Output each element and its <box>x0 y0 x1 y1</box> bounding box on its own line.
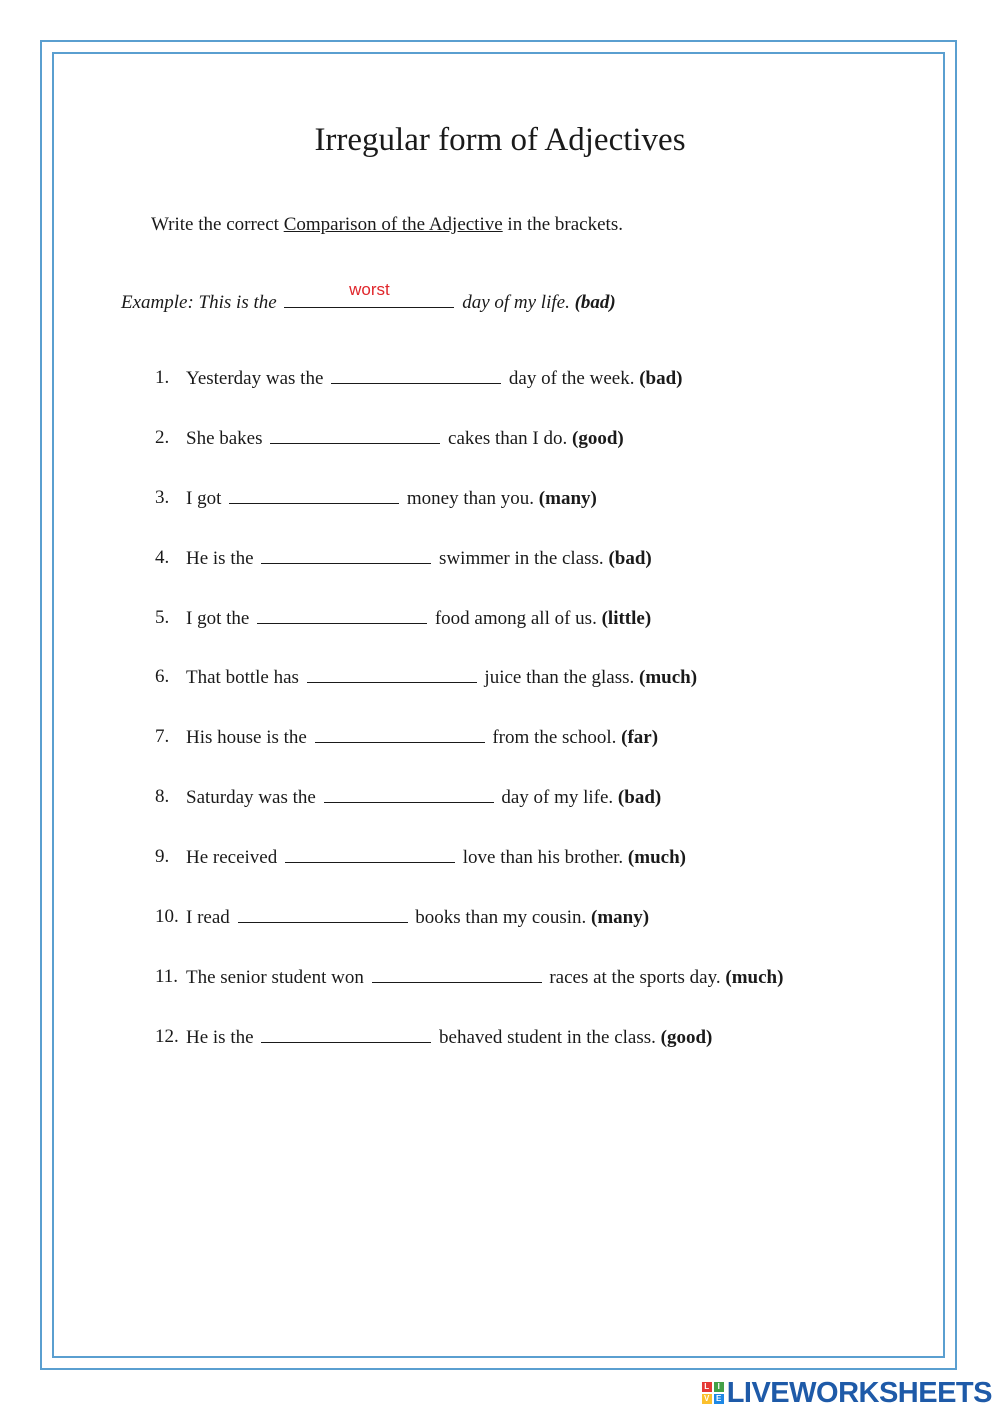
question-item <box>155 545 783 605</box>
question-text <box>186 904 649 964</box>
question-number: 11. <box>155 965 179 987</box>
question-before: Saturday was the <box>186 787 316 809</box>
question-number: 4. <box>155 546 170 568</box>
question-number: 6. <box>155 666 170 688</box>
question-number: 10. <box>155 906 179 928</box>
question-hint: (much) <box>639 667 698 689</box>
question-item <box>155 664 783 724</box>
question-number: 7. <box>155 726 170 748</box>
question-text <box>186 964 783 1024</box>
question-hint: (far) <box>621 727 659 749</box>
answer-blank[interactable] <box>307 664 477 683</box>
question-item <box>155 724 783 784</box>
question-after: day of my life. <box>501 787 614 809</box>
question-after: money than you. <box>406 487 535 509</box>
question-after: races at the sports day. <box>549 966 721 988</box>
question-hint: (bad) <box>617 787 662 809</box>
question-after: cakes than I do. <box>448 427 568 449</box>
logo-mark-square: E <box>714 1394 724 1404</box>
instruction-underlined: Comparison of the Adjective <box>283 214 503 235</box>
question-before: He received <box>186 847 278 869</box>
logo-text: LIVEWORKSHEETS <box>726 1376 992 1409</box>
question-hint: (many) <box>538 487 597 509</box>
question-before: He is the <box>186 1026 254 1048</box>
question-after: swimmer in the class. <box>439 547 604 569</box>
question-number: 12. <box>155 1025 179 1047</box>
worksheet-title: Irregular form of Adjectives <box>314 122 686 158</box>
question-text <box>186 844 686 904</box>
question-item <box>155 605 783 665</box>
answer-blank[interactable] <box>270 425 440 444</box>
question-number: 5. <box>155 606 170 628</box>
question-before: His house is the <box>186 727 307 749</box>
question-text <box>186 485 597 545</box>
question-number: 2. <box>155 426 170 448</box>
logo-mark-icon <box>702 1382 724 1404</box>
question-after: love than his brother. <box>462 847 624 869</box>
question-list <box>155 365 783 1084</box>
instruction-after: in the brackets. <box>502 214 623 235</box>
question-before: I read <box>186 907 230 929</box>
question-before: The senior student won <box>186 966 364 988</box>
answer-blank[interactable] <box>261 1024 431 1043</box>
question-text <box>186 365 683 425</box>
question-number: 8. <box>155 786 170 808</box>
example-after: day of my life. <box>457 292 575 313</box>
question-number: 1. <box>155 367 170 388</box>
answer-blank[interactable] <box>261 545 431 564</box>
question-text <box>186 1024 712 1084</box>
instruction-before: Write the correct <box>151 214 284 235</box>
logo-mark-square: L <box>702 1382 712 1392</box>
question-after: books than my cousin. <box>415 907 587 929</box>
answer-blank[interactable] <box>324 784 494 803</box>
question-before: I got <box>186 487 222 509</box>
answer-blank[interactable] <box>331 365 501 384</box>
example-answer: worst <box>349 280 390 299</box>
question-before: She bakes <box>186 427 263 449</box>
answer-blank[interactable] <box>285 844 455 863</box>
question-hint: (much) <box>725 966 784 988</box>
question-after: from the school. <box>492 727 617 749</box>
question-after: day of the week. <box>508 368 635 389</box>
example-line <box>121 280 616 316</box>
liveworksheets-logo <box>702 1376 992 1410</box>
question-item <box>155 784 783 844</box>
question-number: 3. <box>155 486 170 508</box>
question-hint: (bad) <box>639 368 683 389</box>
answer-blank[interactable] <box>372 964 542 983</box>
answer-blank[interactable] <box>315 724 485 743</box>
question-text <box>186 724 658 784</box>
question-text <box>186 664 697 724</box>
question-text <box>186 605 651 665</box>
question-before: That bottle has <box>186 667 299 689</box>
question-hint: (good) <box>572 427 624 449</box>
question-item <box>155 904 783 964</box>
question-hint: (much) <box>627 847 686 869</box>
answer-blank[interactable] <box>238 904 408 923</box>
question-after: behaved student in the class. <box>439 1026 656 1048</box>
question-after: food among all of us. <box>434 607 597 629</box>
question-item <box>155 425 783 485</box>
answer-blank[interactable] <box>257 605 427 624</box>
question-text <box>186 784 661 844</box>
question-before: He is the <box>186 547 254 569</box>
logo-mark-square: V <box>702 1394 712 1404</box>
question-item <box>155 1024 783 1084</box>
question-hint: (good) <box>660 1026 713 1048</box>
example-hint: (bad) <box>574 292 616 313</box>
question-item <box>155 844 783 904</box>
logo-mark-square: I <box>714 1382 724 1392</box>
question-item <box>155 365 783 425</box>
answer-blank[interactable] <box>229 485 399 504</box>
question-text <box>186 425 624 485</box>
question-hint: (many) <box>591 907 650 929</box>
question-item <box>155 485 783 545</box>
question-number: 9. <box>155 846 170 868</box>
question-text <box>186 545 652 605</box>
example-blank <box>284 280 454 308</box>
question-item <box>155 964 783 1024</box>
question-after: juice than the glass. <box>484 667 635 689</box>
question-hint: (little) <box>601 607 652 629</box>
instruction-text <box>151 212 623 238</box>
example-before: Example: This is the <box>121 292 282 313</box>
question-before: I got the <box>186 607 250 629</box>
question-before: Yesterday was the <box>186 368 324 389</box>
question-hint: (bad) <box>608 547 652 569</box>
